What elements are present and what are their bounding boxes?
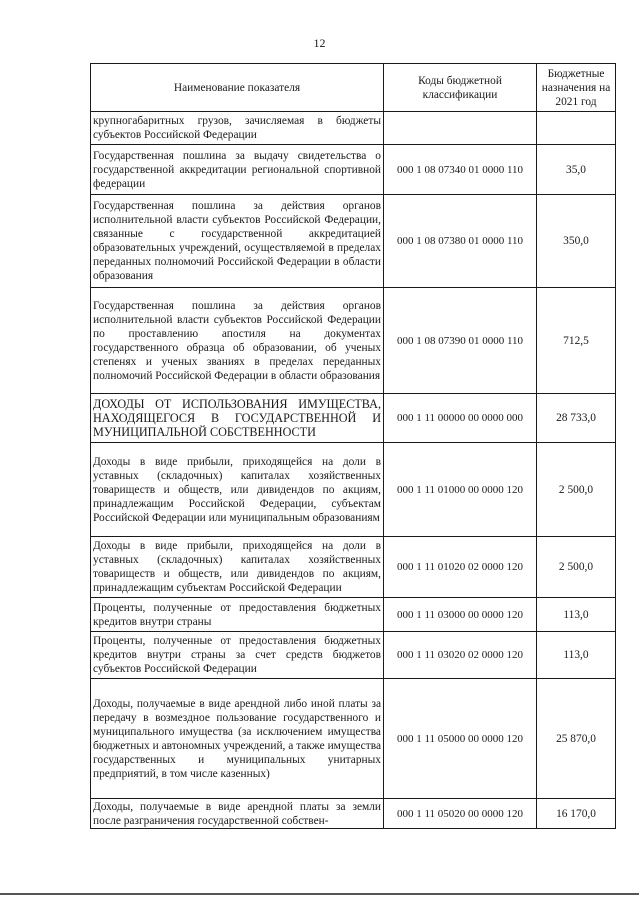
indicator-name-cell: Доходы в виде прибыли, приходящейся на доли в уставных (складочных) капиталах хозяйственных товариществ и обществ, или дивидендов по акциям, принадлежащим Российской Федерации, субъектам Российской Федерации или муниципальным образованиям xyxy=(91,443,384,537)
indicator-name-cell: Проценты, полученные от предоставления бюджетных кредитов внутри страны за счет средств бюджетов субъектов Российской Федерации xyxy=(91,632,384,679)
budget-amount-cell: 113,0 xyxy=(537,598,616,632)
budget-amount-cell: 350,0 xyxy=(537,195,616,288)
budget-amount-cell xyxy=(537,112,616,145)
table-row xyxy=(91,537,616,598)
indicator-name-cell: Доходы, получаемые в виде арендной либо иной платы за передачу в возмездное пользование государственного и муниципального имущества (за исключением имущества бюджетных и автономных учреждений, а также имущества государственных и муниципальных унитарных предприятий, в том числе казенных) xyxy=(91,679,384,799)
table-row xyxy=(91,145,616,195)
budget-amount-cell: 25 870,0 xyxy=(537,679,616,799)
budget-amount-cell: 113,0 xyxy=(537,632,616,679)
table-row xyxy=(91,443,616,537)
budget-code-cell: 000 1 11 05000 00 0000 120 xyxy=(384,679,537,799)
indicator-name-cell: Доходы, получаемые в виде арендной платы за земли после разграничения государственной собствен- xyxy=(91,799,384,829)
table-row xyxy=(91,195,616,288)
budget-amount-cell: 2 500,0 xyxy=(537,537,616,598)
indicator-name-cell: крупногабаритных грузов, зачисляемая в бюджеты субъектов Российской Федерации xyxy=(91,112,384,145)
table-row xyxy=(91,394,616,443)
table-row xyxy=(91,112,616,145)
column-header-name: Наименование показателя xyxy=(91,64,384,112)
table-row xyxy=(91,679,616,799)
budget-amount-cell: 2 500,0 xyxy=(537,443,616,537)
indicator-name-cell: Проценты, полученные от предоставления бюджетных кредитов внутри страны xyxy=(91,598,384,632)
budget-code-cell: 000 1 11 03000 00 0000 120 xyxy=(384,598,537,632)
table-row xyxy=(91,598,616,632)
table-row xyxy=(91,288,616,394)
budget-code-cell: 000 1 08 07380 01 0000 110 xyxy=(384,195,537,288)
budget-code-cell: 000 1 11 05020 00 0000 120 xyxy=(384,799,537,829)
budget-amount-cell: 16 170,0 xyxy=(537,799,616,829)
budget-amount-cell: 28 733,0 xyxy=(537,394,616,443)
column-header-value: Бюджетные назначения на 2021 год xyxy=(537,64,616,112)
budget-code-cell: 000 1 08 07390 01 0000 110 xyxy=(384,288,537,394)
table-row xyxy=(91,799,616,829)
budget-table xyxy=(90,63,616,829)
column-header-code: Коды бюджетной классификации xyxy=(384,64,537,112)
indicator-name-cell: Государственная пошлина за действия органов исполнительной власти субъектов Российской Федерации, связанные с государственной аккредитацией образовательных учреждений, осуществляемой в пределах переданных полномочий Российской Федерации в области образования xyxy=(91,195,384,288)
indicator-name-cell: ДОХОДЫ ОТ ИСПОЛЬЗОВАНИЯ ИМУЩЕСТВА, НАХОДЯЩЕГОСЯ В ГОСУДАРСТВЕННОЙ И МУНИЦИПАЛЬНОЙ СОБСТВЕННОСТИ xyxy=(91,394,384,443)
budget-code-cell: 000 1 08 07340 01 0000 110 xyxy=(384,145,537,195)
budget-amount-cell: 712,5 xyxy=(537,288,616,394)
page-bottom-edge xyxy=(0,893,639,895)
budget-code-cell xyxy=(384,112,537,145)
table-header-row xyxy=(91,64,616,112)
page-number: 12 xyxy=(313,36,326,50)
table-body xyxy=(91,112,616,829)
indicator-name-cell: Доходы в виде прибыли, приходящейся на доли в уставных (складочных) капиталах хозяйственных товариществ и обществ, или дивидендов по акциям, принадлежащим субъектам Российской Федерации xyxy=(91,537,384,598)
budget-code-cell: 000 1 11 00000 00 0000 000 xyxy=(384,394,537,443)
indicator-name-cell: Государственная пошлина за выдачу свидетельства о государственной аккредитации региональной спортивной федерации xyxy=(91,145,384,195)
budget-amount-cell: 35,0 xyxy=(537,145,616,195)
budget-code-cell: 000 1 11 01020 02 0000 120 xyxy=(384,537,537,598)
indicator-name-cell: Государственная пошлина за действия органов исполнительной власти субъектов Российской Федерации по проставлению апостиля на документах государственного образца об образовании, об ученых степенях и ученых званиях в пределах переданных полномочий Российской Федерации в области образования xyxy=(91,288,384,394)
budget-code-cell: 000 1 11 03020 02 0000 120 xyxy=(384,632,537,679)
budget-code-cell: 000 1 11 01000 00 0000 120 xyxy=(384,443,537,537)
table-row xyxy=(91,632,616,679)
